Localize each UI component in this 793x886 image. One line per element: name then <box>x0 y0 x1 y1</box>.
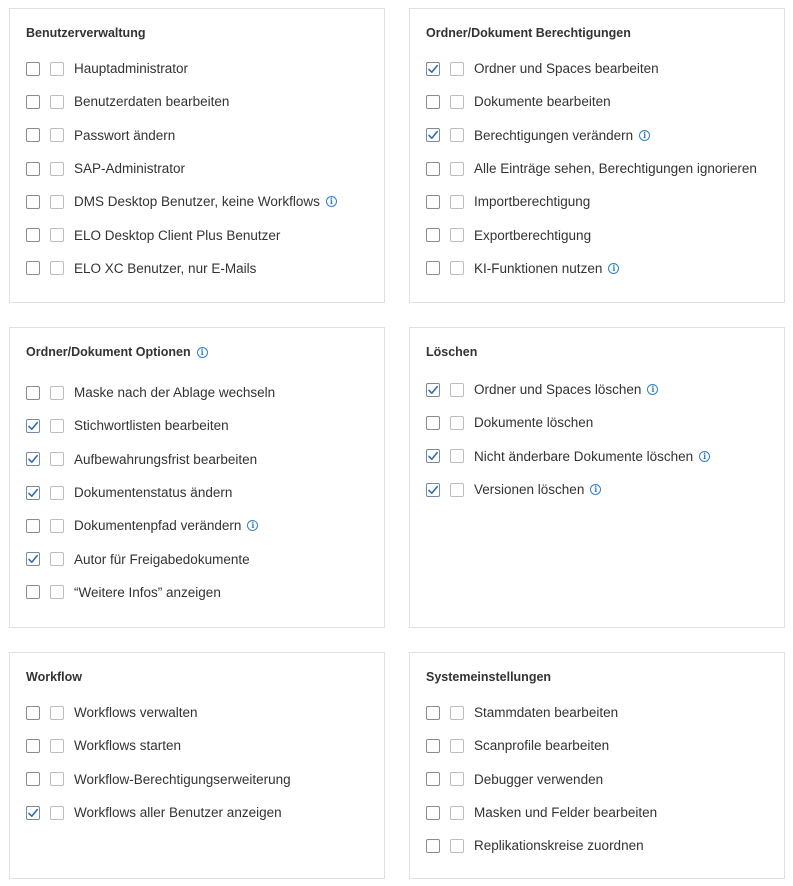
panel-workflow <box>9 652 385 879</box>
permission-checkbox[interactable] <box>426 706 440 720</box>
permission-row <box>426 185 776 218</box>
permission-row <box>426 52 776 85</box>
permission-row <box>26 376 376 409</box>
permission-label: Maske nach der Ablage wechseln <box>74 385 276 401</box>
inherit-checkbox[interactable] <box>450 449 464 463</box>
panel-title <box>426 345 477 359</box>
permission-row <box>426 373 776 406</box>
permission-checkbox[interactable] <box>426 195 440 209</box>
permission-checkbox[interactable] <box>426 228 440 242</box>
info-icon[interactable]: i <box>197 347 208 358</box>
permission-checkbox[interactable] <box>26 486 40 500</box>
info-icon[interactable]: i <box>639 130 650 141</box>
inherit-checkbox[interactable] <box>50 162 64 176</box>
inherit-checkbox[interactable] <box>50 95 64 109</box>
permission-checkbox[interactable] <box>426 483 440 497</box>
permission-row <box>26 476 376 509</box>
permission-checkbox[interactable] <box>26 62 40 76</box>
inherit-checkbox[interactable] <box>50 772 64 786</box>
inherit-checkbox[interactable] <box>450 162 464 176</box>
inherit-checkbox[interactable] <box>450 95 464 109</box>
permission-label: Ordner und Spaces bearbeiten <box>474 61 659 77</box>
permission-checkbox[interactable] <box>26 419 40 433</box>
permission-label: Aufbewahrungsfrist bearbeiten <box>74 451 258 467</box>
permission-list <box>26 376 376 609</box>
permission-label: Alle Einträge sehen, Berechtigungen ignorieren <box>474 161 757 177</box>
permission-checkbox[interactable] <box>26 552 40 566</box>
permission-checkbox[interactable] <box>26 519 40 533</box>
permission-checkbox[interactable] <box>26 706 40 720</box>
permission-row <box>26 576 376 609</box>
permission-label: Replikationskreise zuordnen <box>474 838 644 854</box>
checkmark-icon <box>427 384 439 396</box>
info-icon[interactable]: i <box>699 451 710 462</box>
permission-label: Masken und Felder bearbeiten <box>474 805 658 821</box>
permission-label: Dokumentenstatus ändern <box>74 485 233 501</box>
permission-row <box>26 85 376 118</box>
permission-label: Workflows aller Benutzer anzeigen <box>74 805 282 821</box>
panel-title <box>26 670 82 684</box>
panel-title-text: Ordner/Dokument Optionen <box>26 345 191 359</box>
permission-checkbox[interactable] <box>26 806 40 820</box>
permission-row <box>26 252 376 285</box>
info-icon[interactable]: i <box>608 263 619 274</box>
inherit-checkbox[interactable] <box>450 806 464 820</box>
inherit-checkbox[interactable] <box>50 452 64 466</box>
checkmark-icon <box>427 484 439 496</box>
permission-checkbox[interactable] <box>426 739 440 753</box>
permission-checkbox[interactable] <box>26 228 40 242</box>
panel-title <box>426 26 631 40</box>
permission-row <box>26 185 376 218</box>
info-icon[interactable]: i <box>326 196 337 207</box>
panel-title-text: Workflow <box>26 670 83 684</box>
permission-checkbox[interactable] <box>26 739 40 753</box>
permission-row <box>26 443 376 476</box>
checkmark-icon <box>27 553 39 565</box>
permission-checkbox[interactable] <box>26 95 40 109</box>
permission-list <box>26 696 376 829</box>
permission-row <box>426 829 776 862</box>
permission-checkbox[interactable] <box>26 128 40 142</box>
permission-row <box>426 85 776 118</box>
inherit-checkbox[interactable] <box>450 383 464 397</box>
permission-row <box>26 218 376 251</box>
inherit-checkbox[interactable] <box>50 261 64 275</box>
permission-checkbox[interactable] <box>426 806 440 820</box>
panel-title-text: Löschen <box>426 345 478 359</box>
inherit-checkbox[interactable] <box>50 228 64 242</box>
permission-row <box>426 252 776 285</box>
permission-row <box>426 729 776 762</box>
inherit-checkbox[interactable] <box>50 552 64 566</box>
inherit-checkbox[interactable] <box>50 486 64 500</box>
inherit-checkbox[interactable] <box>50 62 64 76</box>
inherit-checkbox[interactable] <box>50 806 64 820</box>
permission-label: DMS Desktop Benutzer, keine Workflows <box>74 194 320 210</box>
permission-label: Dokumentenpfad verändern <box>74 518 242 534</box>
checkmark-icon <box>27 807 39 819</box>
permission-row <box>26 119 376 152</box>
permission-row <box>426 763 776 796</box>
inherit-checkbox[interactable] <box>450 62 464 76</box>
permission-row <box>426 696 776 729</box>
permission-label: Benutzerdaten bearbeiten <box>74 94 230 110</box>
panel-title <box>26 26 145 40</box>
permission-row <box>426 473 776 506</box>
panel-title-text: Systemeinstellungen <box>426 670 552 684</box>
permission-label: Scanprofile bearbeiten <box>474 738 610 754</box>
permission-label: Autor für Freigabedokumente <box>74 551 250 567</box>
permission-checkbox[interactable] <box>26 452 40 466</box>
permission-list <box>426 373 776 506</box>
permission-label: Dokumente löschen <box>474 415 594 431</box>
permission-row <box>26 796 376 829</box>
permission-row <box>26 409 376 442</box>
info-icon[interactable]: i <box>647 384 658 395</box>
permission-checkbox[interactable] <box>26 772 40 786</box>
panel-systemeinstellungen <box>409 652 785 879</box>
permission-checkbox[interactable] <box>426 772 440 786</box>
permission-checkbox[interactable] <box>426 416 440 430</box>
permission-row <box>26 509 376 542</box>
inherit-checkbox[interactable] <box>450 261 464 275</box>
permission-label: Workflow-Berechtigungserweiterung <box>74 771 291 787</box>
inherit-checkbox[interactable] <box>50 519 64 533</box>
permission-label: Dokumente bearbeiten <box>474 94 611 110</box>
inherit-checkbox[interactable] <box>450 416 464 430</box>
permission-row <box>26 696 376 729</box>
inherit-checkbox[interactable] <box>50 739 64 753</box>
permission-checkbox[interactable] <box>26 261 40 275</box>
permission-label: Versionen löschen <box>474 482 585 498</box>
permission-checkbox[interactable] <box>26 162 40 176</box>
panel-title <box>26 345 208 359</box>
inherit-checkbox[interactable] <box>50 195 64 209</box>
permission-checkbox[interactable] <box>426 383 440 397</box>
permission-label: Importberechtigung <box>474 194 591 210</box>
permission-checkbox[interactable] <box>26 585 40 599</box>
permission-label: ELO Desktop Client Plus Benutzer <box>74 227 281 243</box>
checkmark-icon <box>27 420 39 432</box>
permission-label: Ordner und Spaces löschen <box>474 382 642 398</box>
panel-benutzerverwaltung <box>9 8 385 303</box>
permission-checkbox[interactable] <box>426 128 440 142</box>
info-icon[interactable]: i <box>247 520 258 531</box>
inherit-checkbox[interactable] <box>450 839 464 853</box>
permission-label: Debugger verwenden <box>474 771 604 787</box>
permission-row <box>426 119 776 152</box>
permission-checkbox[interactable] <box>426 62 440 76</box>
permission-row <box>426 406 776 439</box>
permission-label: SAP-Administrator <box>74 161 186 177</box>
permission-row <box>426 796 776 829</box>
permission-label: Hauptadministrator <box>74 61 189 77</box>
permission-label: Workflows verwalten <box>74 705 198 721</box>
permission-row <box>426 152 776 185</box>
permission-label: KI-Funktionen nutzen <box>474 260 603 276</box>
checkmark-icon <box>427 450 439 462</box>
permission-checkbox[interactable] <box>426 449 440 463</box>
permission-label: Exportberechtigung <box>474 227 592 243</box>
permission-label: “Weitere Infos” anzeigen <box>74 584 221 600</box>
permission-label: Berechtigungen verändern <box>474 127 634 143</box>
permission-list <box>426 696 776 862</box>
permission-label: Workflows starten <box>74 738 182 754</box>
inherit-checkbox[interactable] <box>50 419 64 433</box>
inherit-checkbox[interactable] <box>450 228 464 242</box>
inherit-checkbox[interactable] <box>450 128 464 142</box>
permission-checkbox[interactable] <box>426 261 440 275</box>
permission-checkbox[interactable] <box>26 386 40 400</box>
permission-row <box>426 218 776 251</box>
permission-checkbox[interactable] <box>426 839 440 853</box>
permission-label: Nicht änderbare Dokumente löschen <box>474 448 694 464</box>
permission-checkbox[interactable] <box>426 162 440 176</box>
panel-ordner-dokument-optionen <box>9 327 385 628</box>
permission-row <box>426 440 776 473</box>
permission-label: ELO XC Benutzer, nur E-Mails <box>74 260 257 276</box>
permission-row <box>26 52 376 85</box>
inherit-checkbox[interactable] <box>50 128 64 142</box>
permission-row <box>26 152 376 185</box>
checkmark-icon <box>427 129 439 141</box>
panel-title <box>426 670 551 684</box>
permission-checkbox[interactable] <box>426 95 440 109</box>
permission-row <box>26 542 376 575</box>
inherit-checkbox[interactable] <box>50 706 64 720</box>
panel-loeschen <box>409 327 785 628</box>
permission-label: Stammdaten bearbeiten <box>474 705 619 721</box>
permission-row <box>26 729 376 762</box>
checkmark-icon <box>27 453 39 465</box>
permission-label: Stichwortlisten bearbeiten <box>74 418 229 434</box>
inherit-checkbox[interactable] <box>50 585 64 599</box>
permission-checkbox[interactable] <box>26 195 40 209</box>
permission-row <box>26 763 376 796</box>
inherit-checkbox[interactable] <box>450 706 464 720</box>
permission-list <box>26 52 376 285</box>
inherit-checkbox[interactable] <box>450 772 464 786</box>
permission-label: Passwort ändern <box>74 127 176 143</box>
panel-title-text: Ordner/Dokument Berechtigungen <box>426 26 631 40</box>
inherit-checkbox[interactable] <box>450 483 464 497</box>
panel-title-text: Benutzerverwaltung <box>26 26 146 40</box>
inherit-checkbox[interactable] <box>450 739 464 753</box>
checkmark-icon <box>427 63 439 75</box>
info-icon[interactable]: i <box>590 484 601 495</box>
panel-ordner-dokument-berechtigungen <box>409 8 785 303</box>
permission-list <box>426 52 776 285</box>
checkmark-icon <box>27 487 39 499</box>
inherit-checkbox[interactable] <box>450 195 464 209</box>
inherit-checkbox[interactable] <box>50 386 64 400</box>
